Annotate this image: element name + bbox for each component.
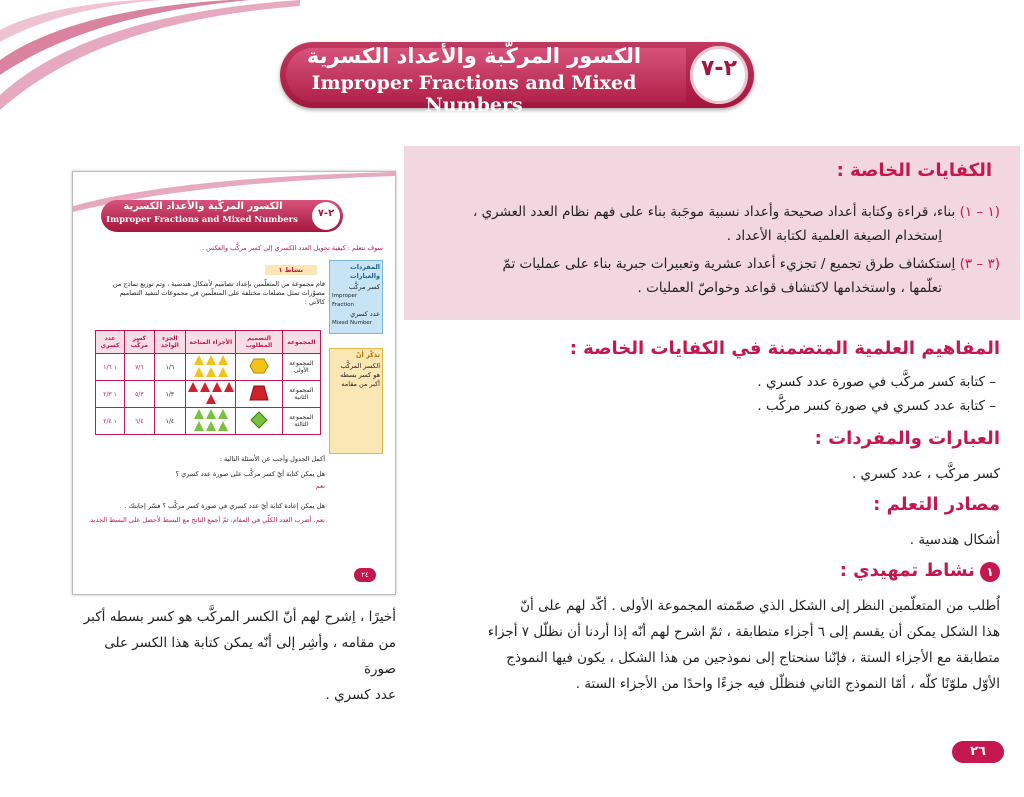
competency-ref: (٣ – ٣) [959, 256, 1000, 272]
thumb-title-en: Improper Fractions and Mixed Numbers [106, 215, 298, 225]
triangle-pieces [186, 354, 236, 381]
competencies-box [404, 146, 1020, 320]
thumb-question-intro: أكمل الجدول وأجب عن الأسئلة التالية : [219, 455, 325, 463]
page-number: ٢٦ [952, 741, 1004, 763]
competency-ref: (١ – ١) [959, 204, 1000, 220]
thumb-question-2: هل يمكن إعادة كتابة أيّ عدد كسري في صورة كسر مركَّب ؟ فسّر إجابتك . [124, 502, 325, 510]
table-header: التصميم المطلوب [236, 331, 282, 354]
table-cell: ١/٦ [154, 354, 186, 381]
table-cell: المجموعة الأولى [282, 354, 320, 381]
table-cell: المجموعة الثانية [282, 381, 320, 408]
competencies-heading: الكفايات الخاصة : [836, 160, 992, 181]
thumb-remember-title: تذكّر أنّ [355, 351, 380, 359]
competency-line-2: تعلّمها ، واستخدامها لاكتشاف قواعد وخواصّ العمليات . [637, 280, 942, 296]
hexagon-shape [236, 354, 282, 381]
thumb-activity-label-row [265, 266, 317, 275]
lesson-title-ar: الكسور المركَّبة والأعداد الكسرية [306, 44, 642, 68]
thumb-vocab-1: كسر مركَّب [348, 283, 380, 291]
thumb-activity-line: مصوّرات تمثل مضلعات مختلفة على المتعلّمين في مجموعات لتنفيذ التصاميم [119, 289, 325, 297]
thumb-table [95, 330, 321, 435]
thumb-lesson-number: ٢-٧ [317, 208, 335, 219]
lesson-title-en: Improper Fractions and Mixed Numbers [311, 72, 637, 116]
lesson-number: ٢-٧ [700, 56, 737, 81]
thumb-page-number: ٢٤ [354, 568, 376, 582]
concepts-heading: المفاهيم العلمية المتضمنة في الكفايات الخاصة : [569, 338, 1000, 359]
table-cell: ١/٤ [154, 408, 186, 435]
thumb-activity-label: نشاط ١ [265, 265, 317, 275]
table-cell: المجموعة الثالثة [282, 408, 320, 435]
competency-item [410, 252, 1000, 276]
thumb-answer-1: نعم [315, 482, 325, 490]
table-header: عدد كسري [96, 331, 125, 354]
triangle-pieces [186, 408, 236, 435]
activity-heading: نشاط تمهيدي : [839, 560, 975, 581]
thumb-vocab-box [329, 260, 383, 334]
student-page-thumbnail [72, 171, 396, 595]
resources-text: أشكال هندسية . [909, 532, 1000, 548]
table-cell: ١/٣ [154, 381, 186, 408]
activity-line: متطابقة مع الأجزاء الستة ، فإنّنا سنحتاج إلى نموذجين من هذا الشكل ، يكون فيها النموذج [506, 650, 1000, 666]
table-row [96, 381, 321, 408]
thumb-title-ar: الكسور المركَّبة والأعداد الكسرية [123, 201, 283, 212]
note-line: أخيرًا ، اِشرح لهم أنّ الكسر المركَّب هو كسر بسطه أكبر [83, 609, 396, 625]
thumb-vocab-4: Mixed Number [332, 320, 373, 326]
activity-number-badge: ١ [980, 562, 1000, 582]
activity-heading-row [840, 560, 1000, 582]
activity-line: اُطلب من المتعلّمين النظر إلى الشكل الذي صمّمته المجموعة الأولى . أكّد لهم على أنّ [520, 598, 1000, 614]
vocab-heading: العبارات والمفردات : [814, 428, 1000, 449]
table-row [96, 354, 321, 381]
decorative-swoosh [0, 0, 300, 110]
triangle-pieces [186, 381, 236, 408]
teacher-note [70, 604, 396, 708]
thumb-objective: سوف نتعلم : كيفية تحويل العدد الكسري إلى كسر مركَّب والعكس . [201, 244, 383, 252]
thumb-activity-text [93, 280, 325, 307]
thumb-banner [101, 200, 343, 232]
thumb-remember-box [329, 348, 383, 454]
table-header: الأجزاء المتاحة [186, 331, 236, 354]
table-header: كسر مركَّب [125, 331, 154, 354]
lesson-header-banner [280, 42, 754, 116]
table-header-row [96, 331, 321, 354]
competency-line-2: اِستخدام الصيغة العلمية لكتابة الأعداد . [726, 228, 942, 244]
competency-line: بناء، قراءة وكتابة أعداد صحيحة وأعداد نسبية موجَبة بناء على فهم نظام العدد العشري ، [472, 204, 956, 220]
rhombus-shape [236, 408, 282, 435]
thumb-vocab-2: Improper Fraction [332, 293, 358, 308]
resources-heading: مصادر التعلم : [873, 494, 1000, 515]
note-line: من مقامه ، وأشِر إلى أنّه يمكن كتابة هذا الكسر على صورة [104, 635, 396, 677]
thumb-activity-line: قام مجموعة من المتعلّمين بإعداد تصاميم لأشكال هندسية ، وتم توزيع نماذج من [112, 280, 325, 288]
note-line: عدد كسري . [325, 687, 396, 703]
competency-line: اِستكشاف طرق تجميع / تجزيء أعداد عشرية وتعبيرات جبرية بناء على عمليات تمّ [502, 256, 956, 272]
thumb-answer-2: نعم، أضرب العدد الكلّي في المقام، ثمّ أجمع الناتج مع البسط لأحصل على البسط الجديد. [88, 516, 325, 524]
thumb-vocab-title: المفردات والعبارات [350, 263, 380, 280]
table-cell: ١ ١/٦ [96, 354, 125, 381]
table-header: المجموعة [282, 331, 320, 354]
concept-item: – كتابة كسر مركَّب في صورة عدد كسري . [757, 374, 996, 390]
thumb-question-1: هل يمكن كتابة أيّ كسر مركَّب على صورة عدد كسري ؟ [175, 470, 325, 478]
activity-line: هذا الشكل يمكن أن يقسم إلى ٦ أجزاء متطابقة ، ثمّ اشرح لهم أنّه إذا أردنا أن نظلّل ٧ أجزاء [487, 624, 1000, 640]
table-cell: ٥/٣ [125, 381, 154, 408]
thumb-activity-line: كالآتي : [304, 298, 325, 306]
table-cell: ١ ٢/٤ [96, 408, 125, 435]
table-cell: ٦/٤ [125, 408, 154, 435]
table-header: الجزء الواحد [154, 331, 186, 354]
table-cell: ١ ٢/٣ [96, 381, 125, 408]
concept-item: – كتابة عدد كسري في صورة كسر مركَّب . [757, 398, 996, 414]
thumb-vocab-3: عدد كسري [350, 310, 380, 318]
thumb-remember-text: الكسر المركَّب هو كسر بسطه أكبر من مقامه [340, 362, 380, 388]
trapezoid-shape [236, 381, 282, 408]
vocab-text: كسر مركَّب ، عدد كسري . [851, 466, 1000, 482]
table-cell: ٧/٦ [125, 354, 154, 381]
activity-line: الأوّل ملوّنًا كلّه ، أمّا النموذج الثاني فنظلّل فيه جزءًا واحدًا من الأجزاء الستة . [575, 676, 1000, 692]
table-row [96, 408, 321, 435]
competency-item [410, 200, 1000, 224]
